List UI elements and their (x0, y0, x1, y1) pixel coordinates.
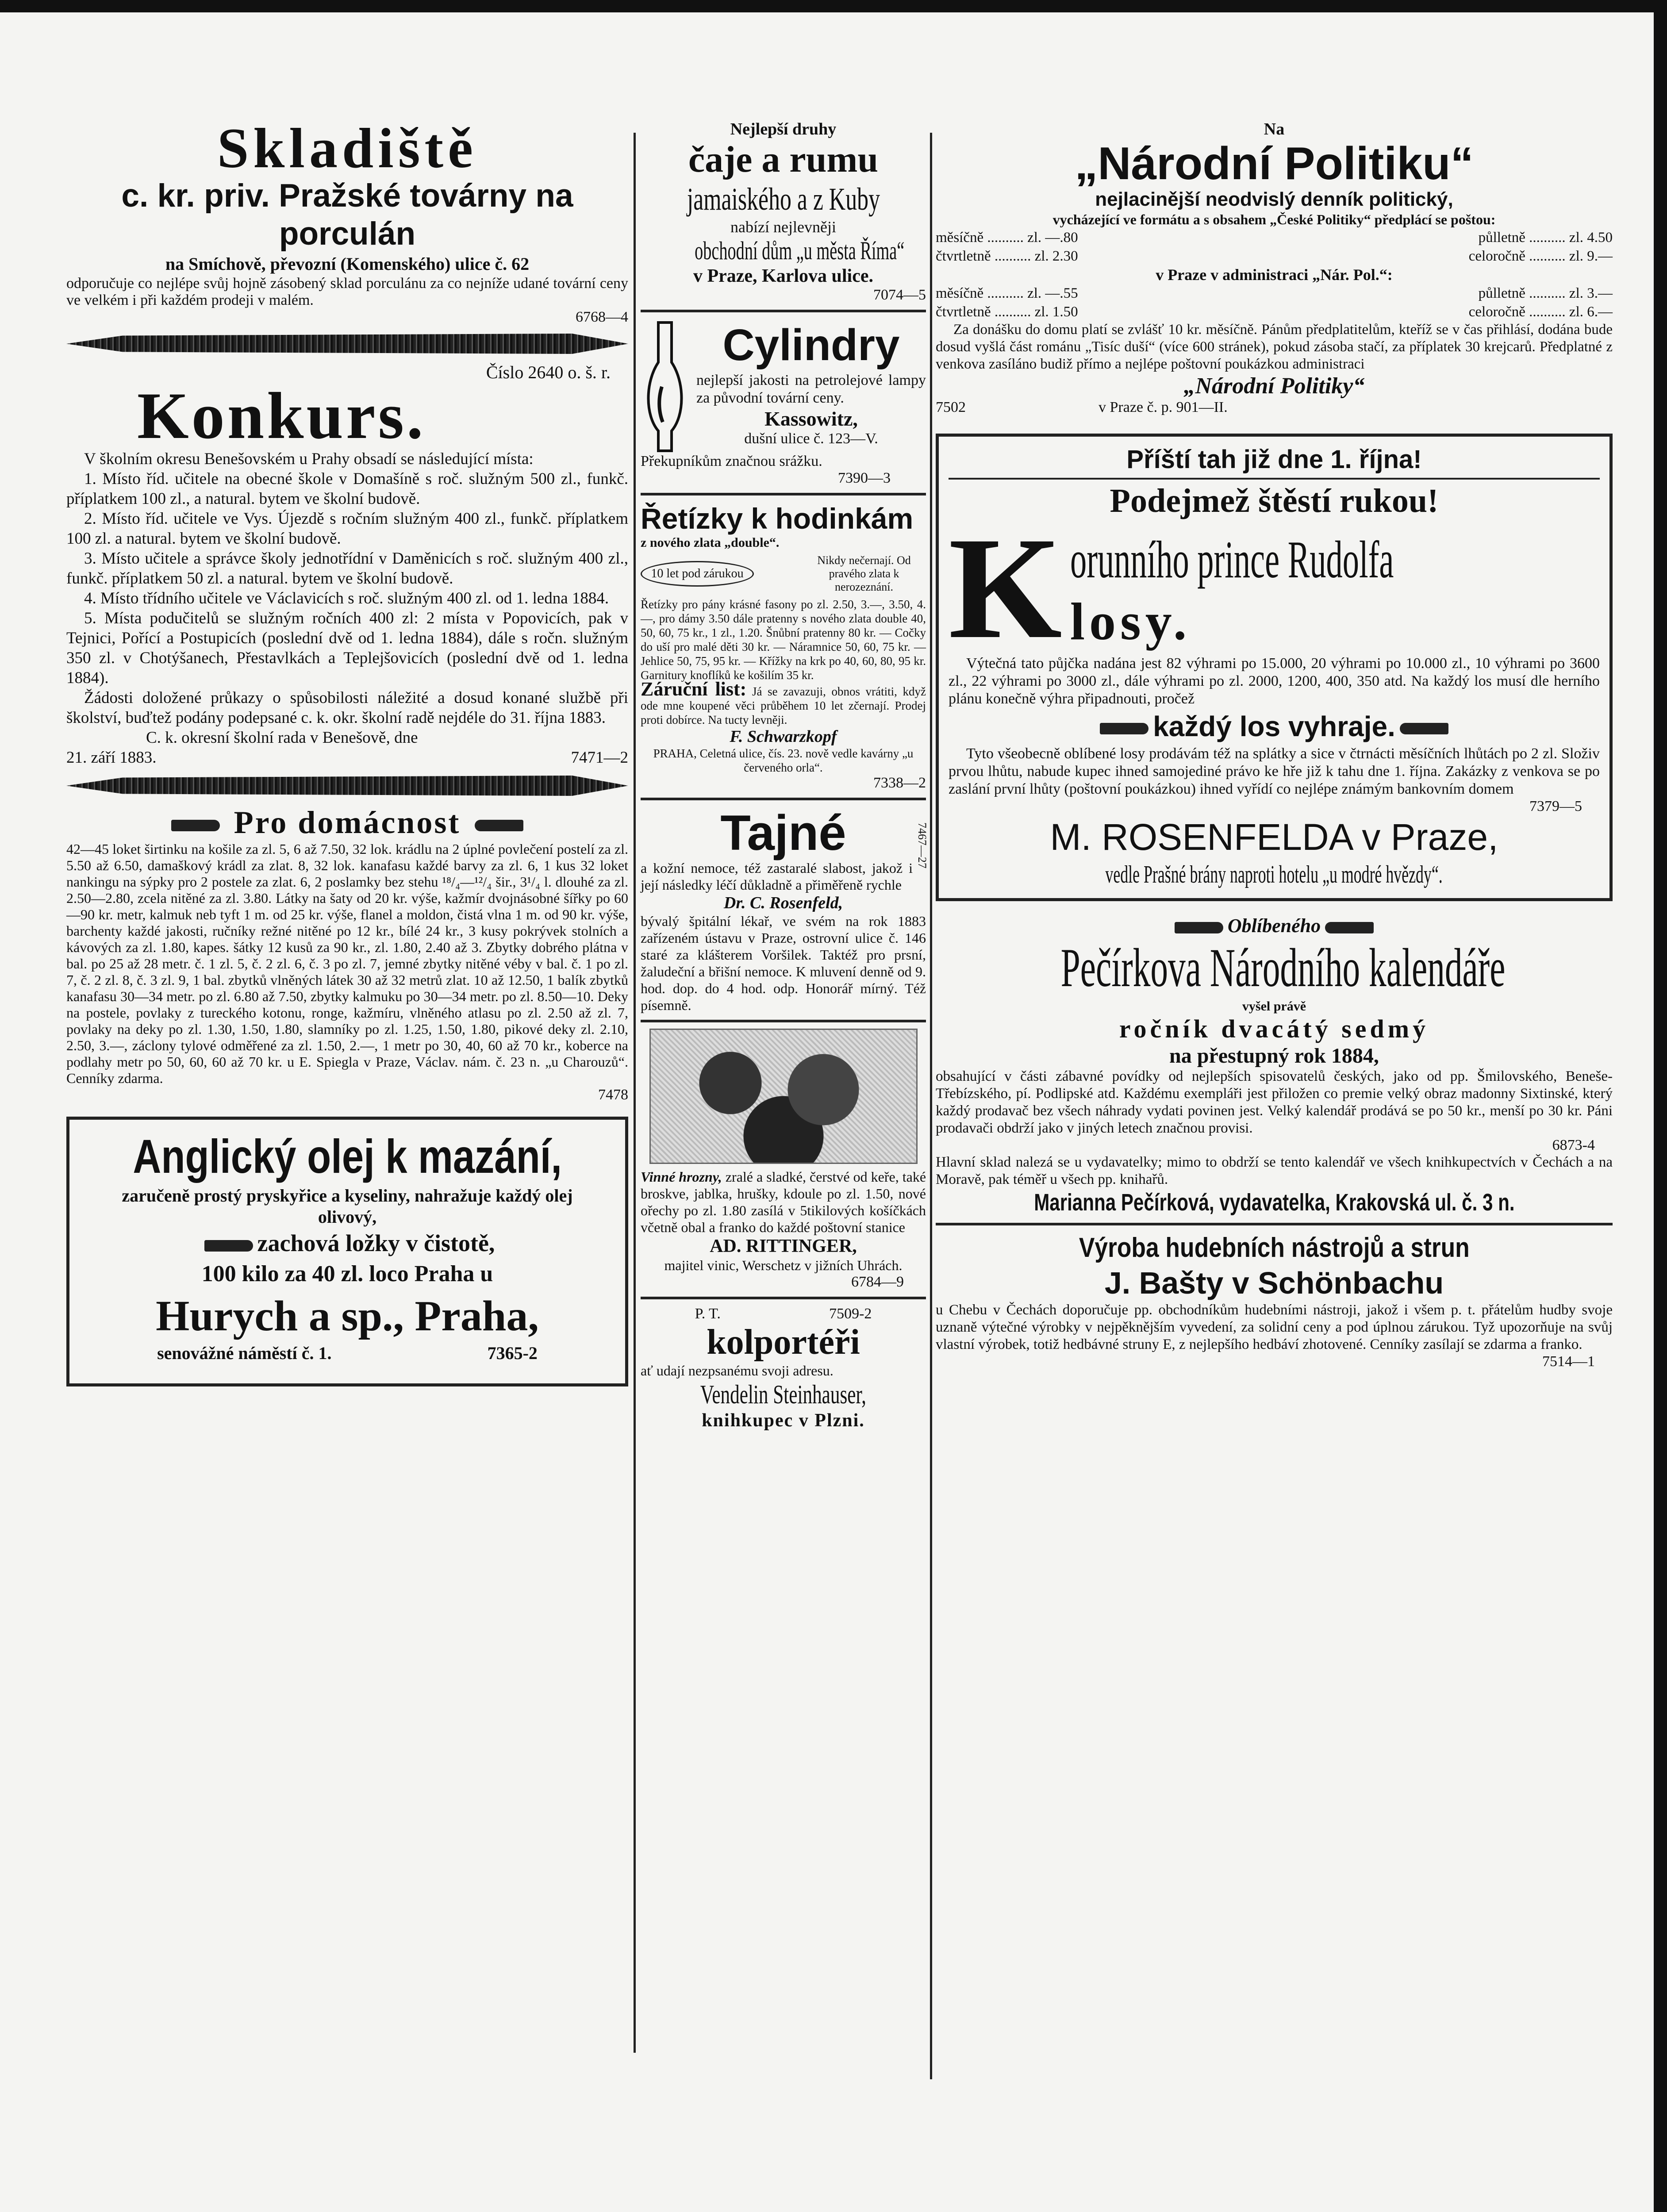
np-addr: v Praze č. p. 901—II. (1099, 399, 1228, 415)
kalendar-title-wrap (936, 937, 1613, 999)
konkurs-item: Žádosti doložené průkazy o spůsobilosti náležité a dosud konané službě při školství, buďtež podány podepsané c. k. okr. školní radě nejdéle do 31. října 1883. (66, 689, 628, 727)
tajne-side-code: 7467—27 (916, 822, 929, 868)
np-price: měsíčně .......... zl. —.80 (936, 230, 1078, 246)
caje-code: 7074—5 (873, 287, 926, 303)
np-footer (936, 399, 1613, 416)
pointing-hand-icon (171, 820, 220, 831)
tajne-text2: bývalý špitální lékař, ve svém na rok 1883 zařízeném ústavu v Praze, ostrovní ulice č. 146 staré za klášterem Voršilek. Taktéž pro prsní, žaludeční a břišní nemoce. K mluvení denně od 9. hod. dop. do 4 hod. odp. Honorář mírný. Též písemně. (641, 913, 926, 1013)
kalendar-text: obsahující v části zábavné povídky od nejlepších spisovatelů českých, jako od pp. Šmilovského, Beneše-Třebízského, pí. Podlipské atd. Každému exempláři jest přiložen co premie velký obraz madonny Sixtinské, který každý prodavač bez všech náhrady vydati povinen jest. Velký kalendář prodává se po 50 kr., menší po 30 kr. Páni prodavači obdrží jako v jiných letech značnou provisi. (936, 1068, 1613, 1136)
column-divider-2 (930, 133, 932, 2079)
kalendar-leap: na přestupný rok 1884, (1169, 1044, 1379, 1068)
scan-border-right (1654, 0, 1667, 2212)
losy-big-initial: K (949, 507, 1062, 669)
retizky-code: 7338—2 (873, 775, 926, 791)
kolporteri-role: knihkupec v Plzni. (702, 1410, 865, 1431)
olej-title-wrap (79, 1128, 615, 1185)
konkurs-item: 1. Místo říd. učitele na obecné škole v Domašíně s roč. služným 500 zl., funkč. příplatkem 100 zl., a natural. bytem ve školní budově. (66, 470, 628, 508)
kolporteri-code: 7509-2 (829, 1306, 872, 1322)
losy-each-row (949, 708, 1600, 745)
ad-kalendar (936, 914, 1613, 1225)
caje-sub-wrap (641, 180, 926, 218)
ad-cylindry (641, 319, 926, 495)
konkurs-item: 5. Místa podučitelů se služným ročních 400 zl: 2 místa v Popovicích, pak v Tejnici, Pořící a Postupicích (poslední dvě od 1. ledna 1884), dále s ročn. služným 350 zl. v Chotýšanech, Přestavlkách a Teplejšovicích (poslední dvě od 1. ledna 1884). (66, 609, 628, 687)
cylindry-text: nejlepší jakosti na petrolejové lampy za původní tovární ceny. (696, 372, 926, 406)
ad-konkurs (66, 362, 628, 796)
divider (641, 1297, 926, 1299)
hrozny-firm: AD. RITTINGER, (710, 1236, 857, 1256)
np-text2: Za donášku do domu platí se zvlášť 10 kr. měsíčně. Pánům předplatitelům, kteříž se v čas přihlásí, dodána bude dosud vyšlá část románu „Tisíc duší“ (více 600 stránek), pokud zásoba stačí, za příplatek 30 krejcarů. Předplatné z venkova zasíláno budiž přímo a nejlépe poštovní poukázkou administraci (936, 322, 1613, 372)
pointing-hand-icon (1400, 723, 1448, 734)
pointing-hand-icon (204, 1240, 253, 1252)
np-price: půlletně .......... zl. 3.— (1478, 285, 1613, 301)
skladiste-text: odporučuje co nejlépe svůj hojně zásobený sklad porculánu za co nejníže udané tovární ceny ve velkém i při každém prodeji v malém. (66, 275, 628, 308)
konkurs-item: 2. Místo říd. učitele ve Vys. Újezdě s ročním služným 400 zl., funkč. příplatkem 100 zl. a natural. bytem ve školní budově. (66, 510, 628, 548)
losy-next: Příští tah již dne 1. října! (949, 445, 1600, 480)
np-admin-row (936, 303, 1613, 321)
cylindry-firm: Kassowitz, (764, 407, 858, 430)
retizky-zarucni-label: Záruční list: (641, 678, 747, 700)
caje-pre: Nejlepší druhy (730, 120, 837, 138)
caje-sub: jamaiského a z Kuby (687, 181, 880, 217)
kalendar-pub-wrap (936, 1188, 1613, 1217)
ad-hudebni-nastroje (936, 1232, 1613, 1370)
kalendar-out: vyšel právě (1242, 999, 1306, 1014)
np-price: měsíčně .......... zl. —.55 (936, 285, 1078, 301)
kalendar-title: Pečírkova Národního kalendáře (1060, 937, 1506, 998)
pointing-hand-icon (1325, 922, 1374, 933)
np-admin-head: v Praze v administraci „Nár. Pol.“: (1156, 266, 1393, 284)
losy-addr: vedle Prašné brány naproti hotelu „u modré hvězdy“. (1105, 861, 1443, 888)
tajne-doctor: Dr. C. Rosenfeld, (723, 894, 843, 912)
domacnost-code: 7478 (598, 1087, 628, 1103)
losy-title: orunního prince Rudolfa (1070, 530, 1394, 589)
ornamental-rule (66, 334, 628, 354)
losy-each: každý los vyhraje. (1153, 710, 1395, 742)
divider (641, 310, 926, 312)
grape-harvest-woodcut-illustration (649, 1029, 918, 1164)
tajne-text1: a kožní nemoce, též zastaralé slabost, jakož i její následky léčí důkladně a přiměřeně rychle (641, 860, 913, 893)
retizky-zarucni (641, 678, 926, 727)
np-admin-row (936, 284, 1613, 303)
kolporteri-title: kolportéři (707, 1323, 860, 1362)
caje-title: čaje a rumu (688, 139, 879, 180)
np-price: půlletně .......... zl. 4.50 (1478, 230, 1613, 246)
konkurs-date: 21. září 1883. (66, 749, 157, 767)
retizky-never: Nikdy nečernají. Od pravého zlata k nerozeznání. (817, 554, 911, 593)
olej-line2-text: zachová ložky v čistotě, (257, 1230, 495, 1256)
konkurs-item: 4. Místo třídního učitele ve Václavicích s roč. služným 400 zl. od 1. ledna 1884. (84, 589, 609, 607)
hrozny-code: 6784—9 (851, 1274, 904, 1290)
losy-headline (949, 507, 1600, 669)
ad-narodni-politika (936, 119, 1613, 416)
skladiste-title: Skladiště (217, 117, 477, 180)
np-title: „Národní Politiku“ (1075, 138, 1474, 189)
np-pre: Na (1264, 120, 1285, 138)
kolporteri-text: ať udají nezpsanému svoji adresu. (641, 1363, 834, 1379)
konkurs-item: 3. Místo učitele a správce školy jednotřídní v Daměnicích s roč. služným 400 zl., funkč. příplatkem 50 zl. a natural. bytem ve školní budově. (66, 549, 628, 588)
konkurs-title: Konkurs. (137, 379, 426, 453)
ad-pro-domacnost (66, 804, 628, 1103)
skladiste-subtitle: c. kr. priv. Pražské továrny na porculán (121, 178, 573, 252)
hudba-title-wrap (936, 1232, 1613, 1264)
olej-address: senovážné náměstí č. 1. (157, 1343, 332, 1363)
skladiste-code: 6768—4 (576, 309, 628, 325)
olej-footer (79, 1343, 615, 1363)
olej-code: 7365-2 (487, 1343, 538, 1363)
konkurs-footer (66, 748, 628, 768)
scan-border-top (0, 0, 1667, 12)
retizky-zarucni-text: Já se zavazuji, obnos vrátiti, když ode mne koupené věci průběhem 10 let zčernají. Prodej proti dobírce. Na tucty levněji. (641, 685, 926, 726)
domacnost-text: 42—45 loket širtinku na košile za zl. 5, 6 až 7.50, 32 lok. krádlu na 2 úplné povlečení postelí za zl. 5.50 až 6.50, damaškový krádl za zlat. 8, 32 lok. kanafasu každé barvy za zl. 6, 1 kus 32 loket nankingu na sýpky pro 2 postele za zlat. 6, 2 poslamky bez stehu ¹⁸/₄—¹²/₄ šir., 3¹/₄ l. dlouhé za zl. 2.50—2.80, zcela nitěné za zl. 3.80. Látky na šaty od 20 kr. výše, kažmír dvojnásobné šířky po 60—90 kr. metr, kalmuk neb tyft 1 m. od 25 kr. výše, flanel a moldon, čistá vlna 1 m. od 90 kr. výše, barchenty každé jakosti, ručníky režné nitěné po 12 kr., bílé 24 kr., 3 kusy pokrývek stolních a kávových za zl. 1.80, kapes. šátky 12 kusů za 90 kr., zl. 1.80, 2.40 až 3. Zbytky dobrého plátna v bal. po 25 až 28 metr. č. 1 zl. 5, č. 2 zl. 6, č. 3 po zl. 7, jemné zbytky nitěné véby v bal. č. 1 po zl. 7, č. 2 zl. 8, č. 3 zl. 9, 1 bal. zbytků vlněných látek 30 až 32 metrů zlat. 10 až 12.50, 1 balík zbytků kanafasu 30—34 metr. po zl. 6.80 až 7.50, zbytky kalmuku po 30—34 metr. po zl. 8.50—10. Deky na postele, povlaky z tureckého kotonu, ronge, kažmíru, vlněného atlasu po zl. 2.50 až zl. 7, povlaky na deky po zl. 1.30, 1.50, 1.80, slamníky po zl. 1.25, 1.50, 1.80, pikové deky zl. 2.10, 2.50, 3.—, záclony tylové odměřené za zl. 1.50, 2.—, 1 metr po 30, 40, 60 až 70 kr., koberce na podlahy metr po 50, 60, 60 až 70 kr. u E. Spiegla v Praze, Václav. nám. č. 23 n. „u Charouzů“. Cenníky zdarma. (66, 841, 628, 1086)
kalendar-year: ročník dvacátý sedmý (1119, 1014, 1429, 1043)
np-text: vycházející ve formátu a s obsahem „České Politiky“ předplácí se poštou: (1052, 211, 1496, 227)
losy-try: Podejmež štěstí rukou! (1110, 482, 1439, 519)
retizky-badge: 10 let pod zárukou (641, 561, 754, 587)
skladiste-address: na Smíchově, převozní (Komenského) ulice č. 62 (165, 254, 530, 274)
kalendar-pre: Oblíbeného (1227, 915, 1321, 937)
column-left (66, 119, 628, 2057)
hudba-title: Výroba hudebních nástrojů a strun (1079, 1233, 1470, 1263)
losy-code: 7379—5 (1529, 798, 1582, 814)
konkurs-intro: V školním okresu Benešovském u Prahy obsadí se následující místa: (84, 450, 534, 468)
hrozny-body: zralé a sladké, čerstvé od keře, také broskve, jablka, hrušky, kdoule po zl. 1.50, nové ořechy po zl. 1.80 zasílá v 5tikilových košíčkách včetně obal a franko do každé poštovní stanice (641, 1169, 926, 1235)
olej-firm: Hurych a sp., Praha, (156, 1292, 539, 1340)
caje-offer: nabízí nejlevněji (730, 218, 836, 236)
ad-kolporteri (641, 1306, 926, 1431)
np-postal-row (936, 228, 1613, 247)
konkurs-number: Číslo 2640 o. š. r. (486, 362, 611, 382)
caje-address: v Praze, Karlova ulice. (693, 266, 874, 286)
kalendar-pre-row (936, 914, 1613, 937)
retizky-firm: F. Schwarzkopf (730, 727, 837, 746)
ad-caje (641, 119, 926, 312)
ad-skladiste (66, 119, 628, 354)
olej-title: Anglický olej k mazání, (133, 1129, 562, 1183)
np-price: čtvrtletně .......... zl. 2.30 (936, 248, 1078, 264)
retizky-badge-row (641, 554, 926, 594)
np-code: 7502 (936, 399, 966, 415)
divider (641, 798, 926, 800)
np-sig: „Národní Politiky“ (1183, 373, 1365, 399)
divider (641, 1020, 926, 1022)
kalendar-pub: Marianna Pečírková, vydavatelka, Krakovská ul. č. 3 n. (1033, 1189, 1515, 1216)
cylindry-title: Cylindry (722, 320, 900, 370)
column-middle (641, 119, 929, 2066)
ornamental-rule (66, 776, 628, 796)
kolporteri-firm-wrap (641, 1379, 926, 1410)
retizky-title: Řetízky k hodinkám (641, 502, 914, 535)
hudba-firm: J. Bašty v Schönbachu (1104, 1266, 1444, 1300)
hudba-code: 7514—1 (1542, 1353, 1595, 1370)
kolporteri-firm: Vendelin Steinhauser, (700, 1380, 866, 1409)
retizky-sub: z nového zlata „double“. (641, 535, 780, 550)
cylindry-address: dušní ulice č. 123—V. (744, 430, 878, 447)
olej-line1: zaručeně prostý pryskyřice a kyseliny, nahražuje každý olej olivový, (122, 1186, 573, 1227)
np-price: celoročně .......... zl. 6.— (1468, 304, 1613, 320)
hudba-text: u Chebu v Čechách doporučuje pp. obchodníkům hudebními nástroji, jakož i všem p. t. přátelům hudby svoje uznaně výtečné výrobky v nejpěknějším vyvedení, za solidní ceny a pod úplnou zárukou. Tyž upozorňuje na svůj vlastní výrobek, totiž hedbávné struny E, z nejlepšího hedbáví zhotovené. Cenníky zasílají se zdarma a franko. (936, 1302, 1613, 1352)
losy-firm: M. ROSENFELDA v Praze, (1050, 816, 1498, 858)
np-postal-row (936, 247, 1613, 265)
ad-losy (936, 434, 1613, 901)
olej-line3: 100 kilo za 40 zl. loco Praha u (201, 1261, 493, 1286)
caje-house-wrap (641, 236, 926, 265)
hrozny-text (641, 1168, 926, 1236)
kolporteri-header (641, 1306, 926, 1322)
domacnost-header (66, 804, 628, 841)
pointing-hand-icon (1175, 922, 1223, 933)
losy-word: losy. (1070, 592, 1191, 651)
retizky-text: Řetízky pro pány krásné fasony po zl. 2.50, 3.—, 3.50, 4.—, pro dámy 3.50 dále pratenny s nového zlata double 40, 50, 60, 75 kr., 1 zl., 1.20. Šnůbní pratenny 80 kr. — Cočky do uší pro malé děti 30 kr. — Náramnice 50, 60, 75 kr. — Jehlice 50, 75, 95 kr. — Křížky na krk po 40, 60, 80, 95 kr. Garnitury knoflíků ke košilím 35 kr. (641, 598, 926, 682)
tajne-title: Tajné (720, 805, 846, 860)
divider (936, 1223, 1613, 1225)
olej-line2 (79, 1228, 615, 1259)
losy-addr-wrap (949, 859, 1600, 890)
kalendar-stock: Hlavní sklad nalezá se u vydavatelky; mimo to obdrží se tento kalendář ve všech knihkupectvích v Čechách a na Moravě, pak téměř u všech pp. knihařů. (936, 1154, 1613, 1187)
column-divider-1 (634, 133, 636, 2053)
caje-house: obchodní dům „u města Říma“ (695, 236, 905, 265)
ad-retizky (641, 502, 926, 800)
column-right (936, 119, 1613, 2075)
pointing-hand-icon (1100, 723, 1148, 734)
np-sub: nejlacinější neodvislý denník politický, (1095, 188, 1453, 210)
ad-anglicky-olej (66, 1117, 628, 1386)
losy-text: Výtečná tato půjčka nadána jest 82 výhrami po 15.000, 20 výhrami po 10.000 zl., 10 výhrami po 3600 zl., 22 výhrami po 3000 zl., dále výhrami po zl. 2000, 1200, 400, 350 atd. Na každý los musí dle herního plánu konečně výhra připadnouti, pročež (949, 655, 1600, 707)
np-price: celoročně .......... zl. 9.— (1468, 248, 1613, 264)
ad-hrozny (641, 1029, 926, 1299)
kalendar-code: 6873-4 (1552, 1137, 1595, 1153)
konkurs-code: 7471—2 (571, 749, 628, 767)
pointing-hand-icon (475, 820, 523, 831)
domacnost-title: Pro domácnost (234, 805, 461, 840)
cylindry-code: 7390—3 (838, 470, 891, 486)
lamp-chimney-icon (641, 320, 689, 453)
np-price: čtvrtletně .......... zl. 1.50 (936, 304, 1078, 320)
hrozny-text2: majitel vinic, Werschetz v jižních Uhrách. (664, 1257, 903, 1273)
retizky-address: PRAHA, Celetná ulice, čís. 23. nově vedle kavárny „u červeného orla“. (653, 747, 914, 774)
konkurs-signature: C. k. okresní školní rada v Benešově, dne (146, 729, 418, 747)
hrozny-title: Vinné hrozny, (641, 1169, 722, 1185)
divider (641, 493, 926, 495)
kolporteri-pt: P. T. (695, 1306, 721, 1322)
cylindry-resellers: Překupníkům značnou srážku. (641, 453, 822, 469)
ad-tajne (641, 805, 929, 1022)
losy-text2: Tyto všeobecně oblíbené losy prodávám též na splátky a sice v čtrnácti měsíčních lhůtách po 2 zl. Složiv prvou lhůtu, nabude kupec ihned samojediné právo ke hře již k tahu dne 1. října. Zakázky z venkova se po zaslání první lhůty (poštovní poukázkou) ihned vyřídí co nejlépe známým bankovním domem (949, 745, 1600, 797)
